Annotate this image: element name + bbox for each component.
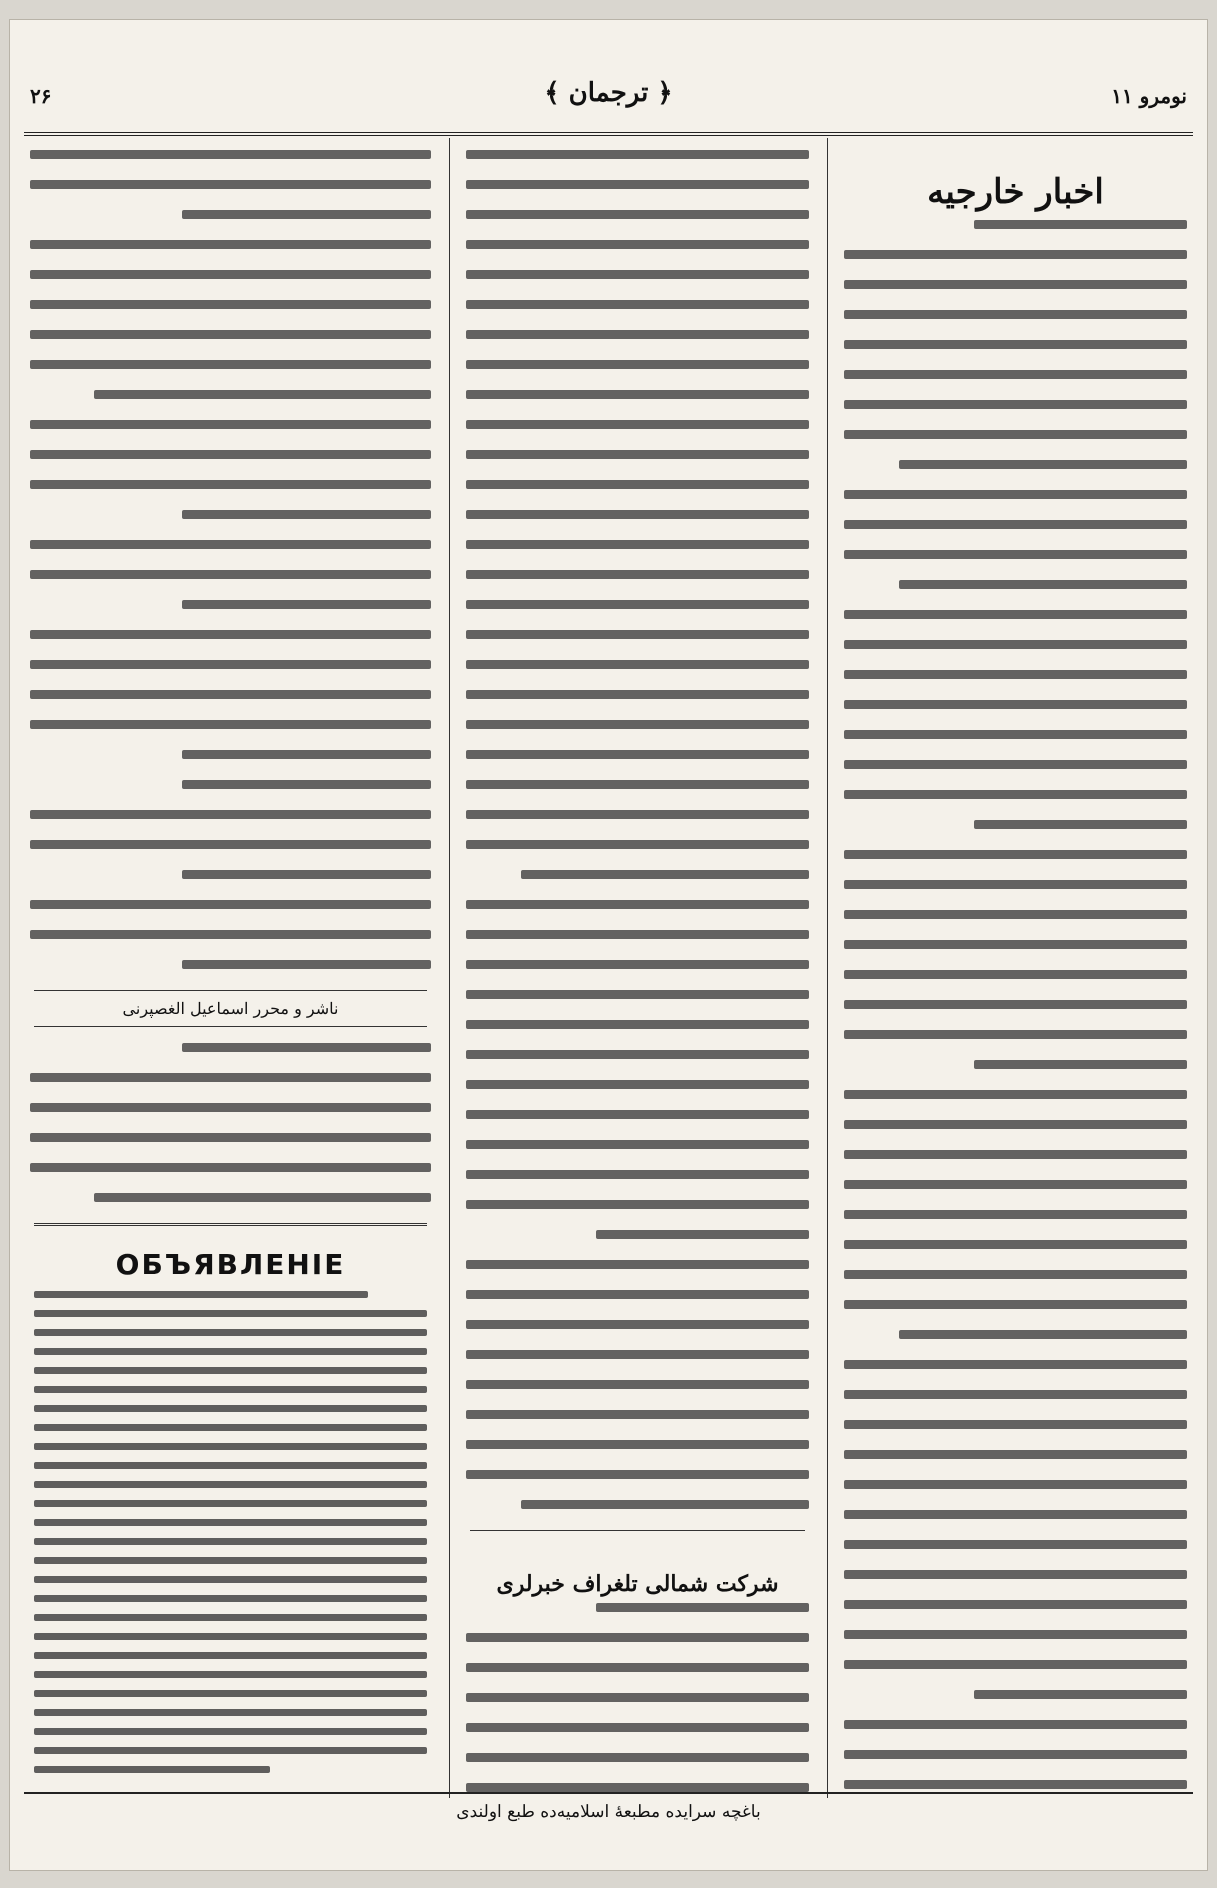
article-text [30, 540, 431, 609]
advertisement-text [30, 1043, 431, 1202]
telegraph-heading: شرکت شمالی تلغراف خبرلری [496, 1571, 779, 1597]
article-text [844, 850, 1187, 1069]
notice-title: ОБЪЯВЛЕНІЕ [115, 1248, 346, 1281]
article-text [30, 150, 431, 219]
publisher-line: ناشر و محرر اسماعیل الغصپرنی [34, 990, 427, 1027]
section-heading: اخبار خارجیه [927, 172, 1104, 212]
article-text [466, 900, 809, 1239]
article-text [844, 1720, 1187, 1792]
article-text [30, 900, 431, 969]
left-column [24, 142, 437, 1792]
column-rule [827, 138, 828, 1798]
article-text [30, 630, 431, 759]
article-text [844, 490, 1187, 589]
divider [470, 1530, 805, 1531]
article-text [466, 1260, 809, 1509]
middle-column [460, 142, 815, 1792]
article-text [466, 150, 809, 879]
article-text [466, 1603, 809, 1792]
issue-number: نومرو ۱۱ [1111, 84, 1187, 108]
article-text [844, 610, 1187, 829]
article-text [30, 780, 431, 879]
newspaper-page [10, 20, 1207, 1870]
article-text [844, 1090, 1187, 1339]
divider [34, 1223, 427, 1226]
article-text [30, 240, 431, 309]
masthead [24, 60, 1193, 136]
printer-footer: باغچه سرایده مطبعهٔ اسلامیه‌ده طبع اولندی [24, 1792, 1193, 1836]
article-text [30, 420, 431, 519]
article-text [30, 330, 431, 399]
page-number: ۲۶ [30, 84, 52, 108]
article-text [844, 220, 1187, 469]
column-rule [449, 138, 450, 1798]
article-text [844, 1360, 1187, 1699]
right-column [838, 142, 1193, 1792]
notice-text [34, 1291, 427, 1773]
newspaper-title: ﴿ ترجمان ﴾ [544, 78, 673, 108]
